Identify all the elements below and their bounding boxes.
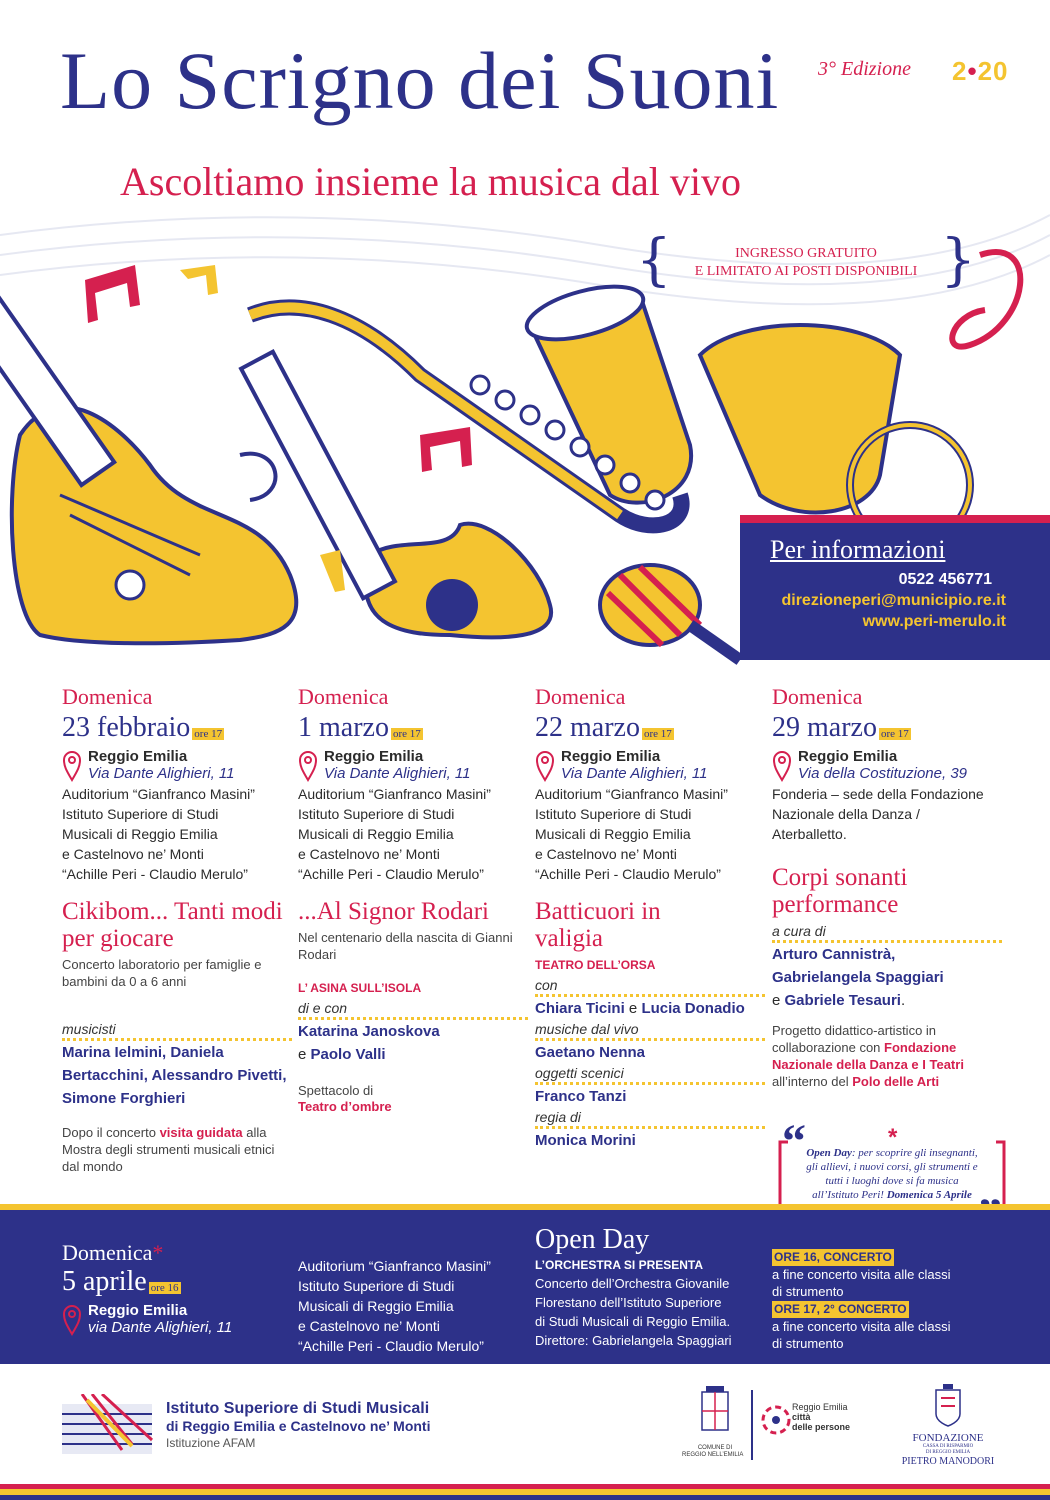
cast-name: Katarina Janoskova: [298, 1023, 440, 1040]
location-pin-icon: [772, 750, 792, 782]
note-text: Dopo il concerto: [62, 1125, 160, 1140]
institute-type: Istituzione AFAM: [166, 1436, 256, 1450]
venue-line: e Castelnovo ne’ Monti: [298, 846, 440, 862]
institute-location: di Reggio Emilia e Castelnovo ne’ Monti: [166, 1418, 431, 1434]
venue-line: Auditorium “Gianfranco Masini”: [298, 1258, 491, 1274]
venue-line: e Castelnovo ne’ Monti: [535, 846, 677, 862]
event-city: Reggio Emilia: [88, 748, 188, 765]
event-time: ore 17: [392, 728, 421, 740]
event-street: Via Dante Alighieri, 11: [324, 765, 471, 782]
curator-name-row: [772, 989, 1002, 1012]
event-venue: [62, 784, 292, 884]
venue-line: “Achille Peri - Claudio Merulo”: [535, 866, 721, 882]
band-date-text: 5 aprile: [62, 1266, 147, 1297]
band-day-text: Domenica: [62, 1240, 153, 1265]
credit-label-text: con: [535, 977, 562, 993]
event-date: [772, 712, 1002, 744]
maraca-icon: [600, 565, 740, 660]
event-venue: [772, 784, 1002, 844]
venue-line: Auditorium “Gianfranco Masini”: [535, 786, 728, 802]
cast-name: Paolo Valli: [310, 1046, 386, 1063]
event-description: Concerto laboratorio per famiglie e bambini da 0 a 6 anni: [62, 957, 262, 989]
bottom-stripe: [0, 1484, 1050, 1500]
event-note: [62, 1124, 292, 1175]
venue-line: e Castelnovo ne’ Monti: [62, 846, 204, 862]
re-line: delle persone: [792, 1422, 851, 1432]
openday-quote-body: : per scoprire gli insegnanti, gli allievi, i nuovi corsi, gli strumenti e tutti i luoghi dove si fa musica all’Istituto Peri!: [806, 1147, 978, 1201]
project-text: Progetto didattico-artistico in collaborazione con: [772, 1023, 937, 1055]
credit-name: Lucia Donadio: [641, 1000, 745, 1017]
venue-line: e Castelnovo ne’ Monti: [298, 1318, 440, 1334]
location-pin-icon: [535, 750, 555, 782]
location-pin-icon: [62, 1304, 82, 1336]
concert-2-time: ORE 17, 2° CONCERTO: [774, 1302, 907, 1316]
city-shield-icon: [698, 1386, 732, 1440]
event-note-highlight: Teatro d’ombre: [298, 1099, 392, 1114]
entry-line-2: E LIMITATO AI POSTI DISPONIBILI: [694, 264, 918, 279]
venue-line: Istituto Superiore di Studi: [298, 806, 455, 822]
venue-line: Musicali di Reggio Emilia: [298, 1298, 454, 1314]
curator-name: Arturo Cannistrà,: [772, 946, 896, 963]
credit-names: [535, 997, 765, 1020]
event-time: ore 17: [643, 728, 672, 740]
edition-label: 3° Edizione: [818, 58, 911, 80]
curator-label: [772, 922, 1002, 943]
re-line: Reggio Emilia: [792, 1402, 848, 1412]
desc-line: Florestano dell’Istituto Superiore: [535, 1295, 722, 1310]
venue-line: “Achille Peri - Claudio Merulo”: [62, 866, 248, 882]
cast-label: [298, 999, 528, 1020]
asterisk-icon: *: [888, 1124, 898, 1151]
event-street: Via della Costituzione, 39: [798, 765, 967, 782]
credit-label: [535, 1020, 765, 1041]
concert-1-time: ORE 16, CONCERTO: [774, 1250, 892, 1264]
fondazione-line: FONDAZIONE: [912, 1432, 984, 1444]
band-subtitle: L’ORCHESTRA SI PRESENTA: [535, 1258, 704, 1272]
credit-label: [535, 1064, 765, 1085]
event-venue: [535, 784, 765, 884]
entry-line-1: INGRESSO GRATUITO: [735, 246, 877, 261]
event-description: Nel centenario della nascita di Gianni Rodari: [298, 930, 513, 962]
band-program: [535, 1224, 755, 1350]
openday-quote-strong: Domenica 5 Aprile: [886, 1189, 972, 1201]
event-note: Spettacolo di: [298, 1083, 374, 1098]
event-date-text: 22 marzo: [535, 712, 640, 743]
event-location: [298, 748, 528, 782]
page-subtitle: Ascoltiamo insieme la musica dal vivo: [120, 159, 741, 204]
company-name: L’ ASINA SULL’ISOLA: [298, 981, 422, 995]
band-description: [535, 1274, 755, 1350]
venue-line: “Achille Peri - Claudio Merulo”: [298, 1338, 484, 1354]
credit-label: [535, 976, 765, 997]
band-event: [62, 1240, 232, 1336]
footer: [0, 1372, 1050, 1500]
left-brace: {: [636, 228, 672, 293]
asterisk-icon: *: [152, 1240, 164, 1265]
logo-divider: [751, 1390, 753, 1460]
year-dot: •: [967, 56, 978, 86]
band-venue: [298, 1256, 491, 1356]
year-label: [952, 56, 1009, 87]
event-day: Domenica: [772, 684, 863, 709]
people-circle-icon: [760, 1400, 792, 1440]
credit-names: Franco Tanzi: [535, 1088, 627, 1105]
free-entry-note: [636, 228, 976, 293]
concert-1-note: di strumento: [772, 1284, 844, 1299]
institute-logo-icon: [62, 1394, 158, 1456]
info-phone[interactable]: 0522 456771: [898, 571, 992, 588]
venue-line: Auditorium “Gianfranco Masini”: [298, 786, 491, 802]
credit-label-text: regia di: [535, 1109, 585, 1125]
venue-line: “Achille Peri - Claudio Merulo”: [298, 866, 484, 882]
cast-name-row: [298, 1043, 528, 1066]
cast-conj: e: [298, 1046, 311, 1063]
info-email[interactable]: direzioneperi@municipio.re.it: [781, 592, 1006, 609]
event-column-4: [772, 684, 1002, 1090]
comune-label: COMUNE DI: [697, 1445, 733, 1451]
curator-label-text: a cura di: [772, 923, 830, 939]
event-location: [62, 748, 292, 782]
curator-punct: .: [900, 992, 906, 1009]
project-highlight: Fondazione Nazionale della Danza e I Teatri: [772, 1040, 964, 1072]
venue-line: Musicali di Reggio Emilia: [298, 826, 454, 842]
venue-line: Aterballetto.: [772, 826, 847, 842]
event-date-text: 29 marzo: [772, 712, 877, 743]
project-note: [772, 1022, 1002, 1090]
band-city: Reggio Emilia: [88, 1302, 188, 1319]
event-date: [298, 712, 528, 744]
location-pin-icon: [62, 750, 82, 782]
credit-name: Chiara Ticini: [535, 1000, 625, 1017]
event-date-text: 23 febbraio: [62, 712, 191, 743]
concert-1-note: a fine concerto visita alle classi: [772, 1267, 951, 1282]
credit-names: Gaetano Nenna: [535, 1044, 646, 1061]
event-time: ore 17: [194, 728, 223, 740]
venue-line: Musicali di Reggio Emilia: [535, 826, 691, 842]
concert-2-note: di strumento: [772, 1336, 844, 1351]
re-line: città: [792, 1412, 811, 1422]
musicians-names: Marina Ielmini, Daniela Bertacchini, Alessandro Pivetti, Simone Forghieri: [62, 1044, 287, 1107]
quote-open-icon: “: [782, 1115, 806, 1168]
project-text: all’interno del: [772, 1074, 853, 1089]
event-venue: [298, 784, 528, 884]
band-location: [62, 1302, 232, 1336]
event-title: Cikibom... Tanti modi per giocare: [62, 898, 283, 952]
event-column-3: [535, 684, 765, 1152]
band-title: Open Day: [535, 1224, 650, 1255]
event-title: ...Al Signor Rodari: [298, 898, 489, 925]
page-title: Lo Scrigno dei Suoni: [60, 35, 780, 126]
openday-band: [0, 1204, 1050, 1364]
electric-guitar-icon: [0, 216, 296, 643]
right-brace: }: [940, 228, 976, 293]
note-highlight: visita guidata: [159, 1125, 243, 1140]
event-day: Domenica: [298, 684, 389, 709]
event-date: [62, 712, 292, 744]
event-day: Domenica: [535, 684, 626, 709]
reggio-emilia-text: [792, 1402, 850, 1432]
event-city: Reggio Emilia: [561, 748, 661, 765]
institute-name: Istituto Superiore di Studi Musicali: [166, 1400, 430, 1417]
credit-label-text: musiche dal vivo: [535, 1021, 643, 1037]
venue-line: Istituto Superiore di Studi: [298, 1278, 455, 1294]
curator-name: Gabrielangela Spaggiari: [772, 969, 944, 986]
event-location: [772, 748, 1002, 782]
openday-quote-text: [802, 1146, 982, 1202]
venue-line: Musicali di Reggio Emilia: [62, 826, 218, 842]
band-street: via Dante Alighieri, 11: [88, 1319, 233, 1336]
event-title: Corpi sonanti performance: [772, 864, 908, 918]
venue-line: Nazionale della Danza /: [772, 806, 920, 822]
band-day: [62, 1240, 232, 1266]
event-column-1: [62, 684, 292, 1175]
credit-label: [535, 1108, 765, 1129]
band-schedule: [772, 1248, 1002, 1352]
event-street: Via Dante Alighieri, 11: [88, 765, 235, 782]
credit-conj: e: [624, 1000, 642, 1017]
venue-line: Fonderia – sede della Fondazione: [772, 786, 984, 802]
venue-line: Istituto Superiore di Studi: [62, 806, 219, 822]
event-time: ore 17: [880, 728, 909, 740]
cast-label-text: di e con: [298, 1000, 351, 1016]
credit-names: Monica Morini: [535, 1132, 636, 1149]
event-day: Domenica: [62, 684, 153, 709]
credit-label-text: oggetti scenici: [535, 1065, 628, 1081]
reggio-emilia-logo: [760, 1400, 792, 1445]
project-highlight: Polo delle Arti: [852, 1074, 940, 1089]
info-heading: Per informazioni: [770, 535, 946, 564]
comune-logo: [682, 1386, 744, 1459]
event-city: Reggio Emilia: [324, 748, 424, 765]
curator-conj: e: [772, 992, 785, 1009]
musicians-label: [62, 1020, 292, 1041]
curator-name: Gabriele Tesauri: [784, 992, 901, 1009]
fondazione-line: PIETRO MANODORI: [901, 1456, 995, 1467]
band-time: ore 16: [150, 1282, 179, 1294]
event-title: Batticuori in valigia: [535, 898, 661, 952]
fondazione-logo: [898, 1384, 998, 1467]
location-pin-icon: [298, 750, 318, 782]
note-text: alla Mostra degli strumenti musicali etnici dal mondo: [62, 1125, 275, 1174]
event-date: [535, 712, 765, 744]
year-part-a: 2: [952, 56, 968, 86]
desc-line: Concerto dell’Orchestra Giovanile: [535, 1276, 730, 1291]
info-box: [740, 515, 1050, 660]
year-part-b: 20: [977, 56, 1009, 86]
event-date-text: 1 marzo: [298, 712, 389, 743]
french-horn-icon: [700, 325, 970, 545]
concert-2-note: a fine concerto visita alle classi: [772, 1319, 951, 1334]
musicians-label-text: musicisti: [62, 1021, 120, 1037]
desc-line: di Studi Musicali di Reggio Emilia.: [535, 1314, 731, 1329]
venue-line: Auditorium “Gianfranco Masini”: [62, 786, 255, 802]
event-location: [535, 748, 765, 782]
fondazione-line: DI REGGIO EMILIA: [925, 1450, 971, 1455]
event-street: Via Dante Alighieri, 11: [561, 765, 708, 782]
info-website[interactable]: www.peri-merulo.it: [862, 613, 1006, 630]
company-name: TEATRO DELL’ORSA: [535, 958, 656, 972]
fondazione-line: CASSA DI RISPARMIO: [922, 1444, 974, 1449]
band-date: [62, 1266, 232, 1298]
openday-quote-strong: Open Day: [806, 1147, 852, 1159]
desc-line: Direttore: Gabrielangela Spaggiari: [535, 1333, 732, 1348]
fondazione-crest-icon: [933, 1384, 963, 1428]
comune-city: REGGIO NELL’EMILIA: [682, 1452, 744, 1458]
venue-line: Istituto Superiore di Studi: [535, 806, 692, 822]
event-column-2: [298, 684, 528, 1114]
event-city: Reggio Emilia: [798, 748, 898, 765]
